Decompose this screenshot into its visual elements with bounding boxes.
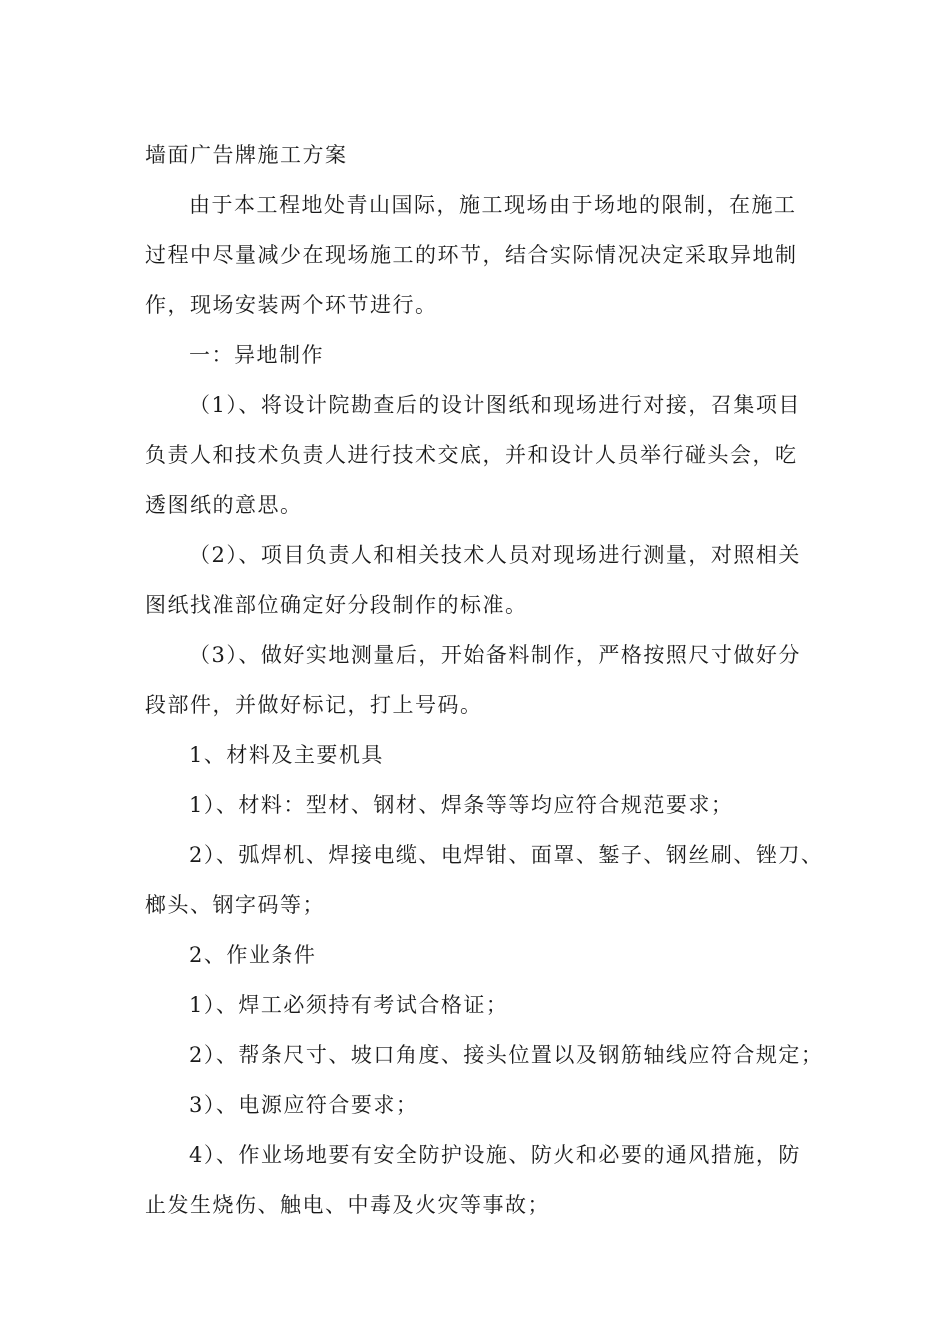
list-item [145, 1130, 825, 1230]
list-item [145, 830, 825, 930]
step-line: （3）、做好实地测量后，开始备料制作，严格按照尺寸做好分 [189, 643, 801, 667]
list-item-line: 榔头、钢字码等； [145, 893, 325, 917]
list-item: 3）、电源应符合要求； [189, 1093, 419, 1117]
intro-paragraph [145, 180, 825, 330]
document-title: 墙面广告牌施工方案 [145, 143, 348, 167]
list-item-line: 4）、作业场地要有安全防护设施、防火和必要的通风措施，防 [189, 1143, 801, 1167]
intro-line: 由于本工程地处青山国际，施工现场由于场地的限制，在施工 [189, 193, 797, 217]
list-item: 1）、焊工必须持有考试合格证； [189, 993, 509, 1017]
list-item-line: 2）、弧焊机、焊接电缆、电焊钳、面罩、錾子、钢丝刷、锉刀、 [189, 843, 824, 867]
section-heading: 一：异地制作 [189, 343, 324, 367]
intro-line: 作，现场安装两个环节进行。 [145, 293, 438, 317]
step-line: 负责人和技术负责人进行技术交底，并和设计人员举行碰头会，吃 [145, 443, 798, 467]
step-line: （2）、项目负责人和相关技术人员对现场进行测量，对照相关 [189, 543, 801, 567]
list-item: 1）、材料：型材、钢材、焊条等等均应符合规范要求； [189, 793, 734, 817]
list-item: 2）、帮条尺寸、坡口角度、接头位置以及钢筋轴线应符合规定； [189, 1043, 824, 1067]
step-paragraph [145, 380, 825, 530]
step-paragraph [145, 530, 825, 630]
step-line: 图纸找准部位确定好分段制作的标准。 [145, 593, 528, 617]
step-line: 段部件，并做好标记，打上号码。 [145, 693, 483, 717]
subsection-heading: 2、作业条件 [189, 943, 317, 967]
list-item-line: 止发生烧伤、触电、中毒及火灾等事故； [145, 1193, 550, 1217]
intro-line: 过程中尽量减少在现场施工的环节，结合实际情况决定采取异地制 [145, 243, 798, 267]
document-body [145, 130, 825, 1230]
step-paragraph [145, 630, 825, 730]
subsection-heading: 1、材料及主要机具 [189, 743, 384, 767]
step-line: 透图纸的意思。 [145, 493, 303, 517]
step-line: （1）、将设计院勘查后的设计图纸和现场进行对接，召集项目 [189, 393, 801, 417]
